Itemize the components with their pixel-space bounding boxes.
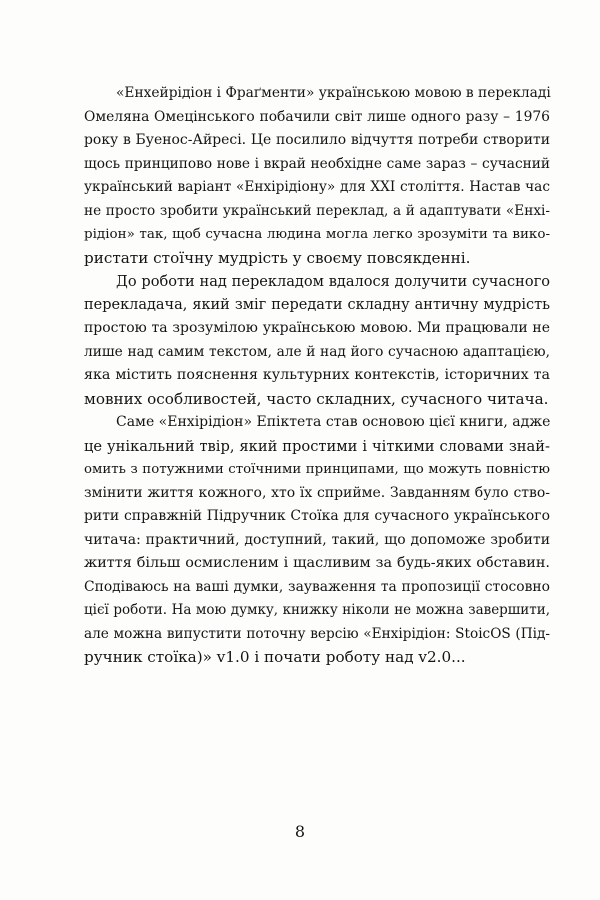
text-line: не просто зробити український переклад, а й адаптувати «Енхі- (84, 202, 550, 219)
body-text (84, 82, 550, 670)
text-line: український варіант «Енхірідіону» для XXI століття. Настав час (84, 179, 550, 195)
text-line: ристати стоїчну мудрість у своєму повсякденні. (84, 248, 471, 267)
text-line: цієї роботи. На мою думку, книжку ніколи не можна завершити, (84, 602, 550, 618)
text-line: ручник стоїка)» v1.0 і почати роботу над v2.0... (84, 648, 466, 666)
text-line: простою та зрозумілою українською мовою. Ми працювали не (84, 320, 550, 336)
text-line: омить з потужними стоїчними принципами, що можуть повністю (84, 462, 550, 477)
text-line: рити справжній Підручник Стоїка для сучасного українського (84, 508, 550, 524)
text-line: Саме «Енхірідіон» Епіктета став основою цієї книги, адже (116, 414, 551, 430)
text-line: щось принципово нове і вкрай необхідне саме зараз – сучасний (84, 155, 550, 172)
text-line: лише над самим текстом, але й над його сучасною адаптацією, (84, 343, 550, 360)
paragraph-2 (84, 270, 550, 411)
text-line: але можна випустити поточну версію «Енхірідіон: StoicOS (Під- (84, 625, 550, 642)
text-line: «Енхейрідіон і Фраґменти» українською мовою в перекладі (116, 85, 551, 101)
text-line: Омеляна Омецінського побачили світ лише одного разу – 1976 (84, 108, 550, 125)
page-number: 8 (294, 822, 306, 841)
text-line: року в Буенос-Айресі. Це посилило відчуття потреби створити (84, 132, 550, 148)
paragraph-1 (84, 82, 550, 270)
paragraph-3 (84, 411, 550, 670)
text-line: читача: практичний, доступний, такий, що допоможе зробити (84, 531, 550, 548)
text-line: До роботи над перекладом вдалося долучити сучасного (116, 273, 550, 290)
text-line: Сподіваюсь на ваші думки, зауваження та пропозиції стосовно (84, 578, 550, 595)
text-line: це унікальний твір, який простими і чіткими словами знай- (84, 437, 550, 455)
text-line: життя більш осмисленим і щасливим за будь-яких обставин. (84, 555, 550, 571)
text-line: яка містить пояснення культурних контекстів, історичних та (84, 367, 550, 383)
text-line: перекладача, який зміг передати складну античну мудрість (84, 296, 550, 313)
text-line: змінити життя кожного, хто їх сприйме. Завданням було ство- (84, 484, 550, 501)
text-line: мовних особливостей, часто складних, сучасного читача. (84, 389, 549, 408)
text-line: рідіон» так, щоб сучасна людина могла легко зрозуміти та вико- (84, 226, 550, 242)
